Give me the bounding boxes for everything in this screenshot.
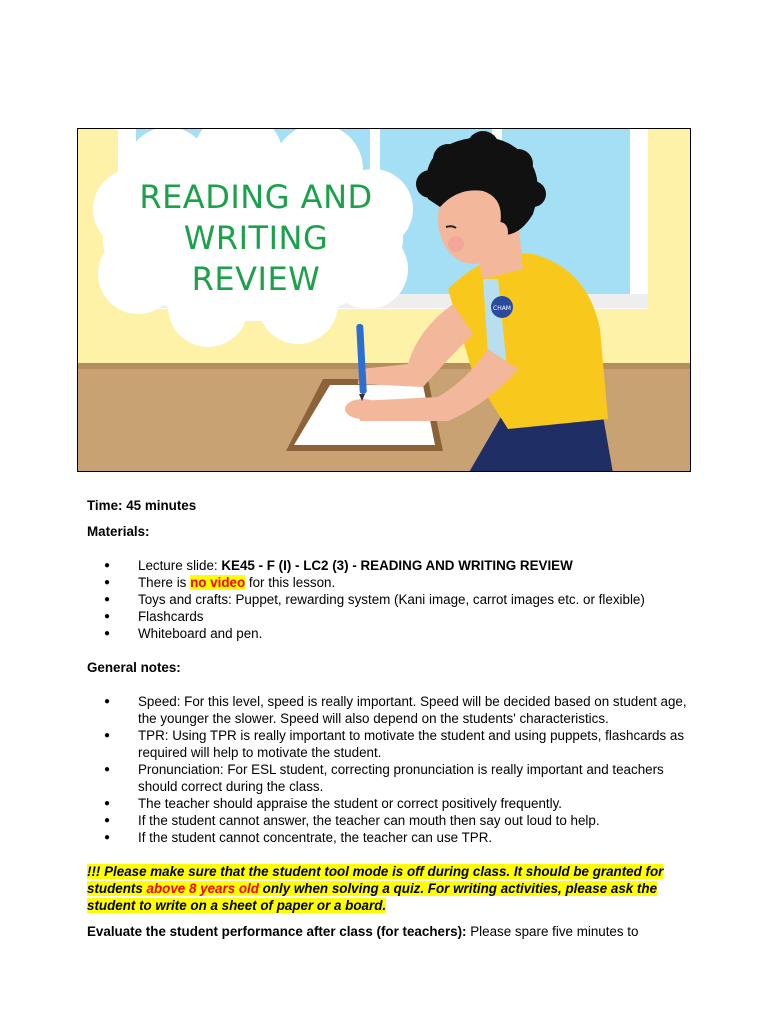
time-value: 45 minutes bbox=[126, 498, 197, 513]
list-item: ● TPR: Using TPR is really important to motivate the student and using puppets, flashcards as required will help to motivate the student. bbox=[87, 727, 687, 761]
age-highlight: above 8 years old bbox=[146, 881, 259, 896]
no-video-highlight: no video bbox=[190, 575, 246, 590]
lesson-cover-image bbox=[77, 128, 691, 472]
general-notes-heading: General notes: bbox=[87, 660, 181, 675]
time-line bbox=[87, 497, 687, 514]
list-item: ● Pronunciation: For ESL student, correcting pronunciation is really important and teachers should correct during the class. bbox=[87, 761, 687, 795]
list-item: ● The teacher should appraise the student or correct positively frequently. bbox=[87, 795, 687, 812]
cover-title-line-2: WRITING bbox=[183, 219, 329, 257]
cover-title-line-1: READING AND bbox=[139, 178, 373, 216]
hand bbox=[345, 399, 381, 419]
lecture-code: KE45 - F (I) - LC2 (3) - READING AND WRITING REVIEW bbox=[221, 558, 573, 573]
evaluate-line bbox=[87, 923, 687, 940]
materials-list bbox=[87, 557, 687, 642]
list-item: ● Whiteboard and pen. bbox=[87, 625, 687, 642]
general-notes-list bbox=[87, 693, 687, 846]
tool-mode-warning: !!! Please make sure that the student tool mode is off during class. It should be granted for students above 8 years old only when solving a quiz. For writing activities, please ask the student to write on a sheet of paper or a board. bbox=[87, 864, 664, 913]
list-item: ● Toys and crafts: Puppet, rewarding system (Kani image, carrot images etc. or flexible) bbox=[87, 591, 687, 608]
evaluate-label: Evaluate the student performance after class (for teachers): bbox=[87, 924, 467, 939]
time-label: Time: bbox=[87, 498, 123, 513]
cover-title bbox=[96, 177, 416, 300]
list-item: ● Speed: For this level, speed is really important. Speed will be decided based on student age, the younger the slower. Speed will also depend on the students' characteristics. bbox=[87, 693, 687, 727]
materials-heading: Materials: bbox=[87, 524, 150, 539]
cover-title-line-3: REVIEW bbox=[191, 260, 321, 298]
list-item: ● If the student cannot concentrate, the teacher can use TPR. bbox=[87, 829, 687, 846]
list-item: ● Flashcards bbox=[87, 608, 687, 625]
evaluate-text: Please spare five minutes to bbox=[466, 924, 639, 939]
ear bbox=[492, 222, 508, 242]
lesson-content bbox=[87, 497, 687, 940]
list-item: ● There is no video for this lesson. bbox=[87, 574, 687, 591]
list-item: ● Lecture slide: KE45 - F (I) - LC2 (3) - READING AND WRITING REVIEW bbox=[87, 557, 687, 574]
badge-text: CHAM bbox=[493, 305, 511, 312]
list-item: ● If the student cannot answer, the teacher can mouth then say out loud to help. bbox=[87, 812, 687, 829]
